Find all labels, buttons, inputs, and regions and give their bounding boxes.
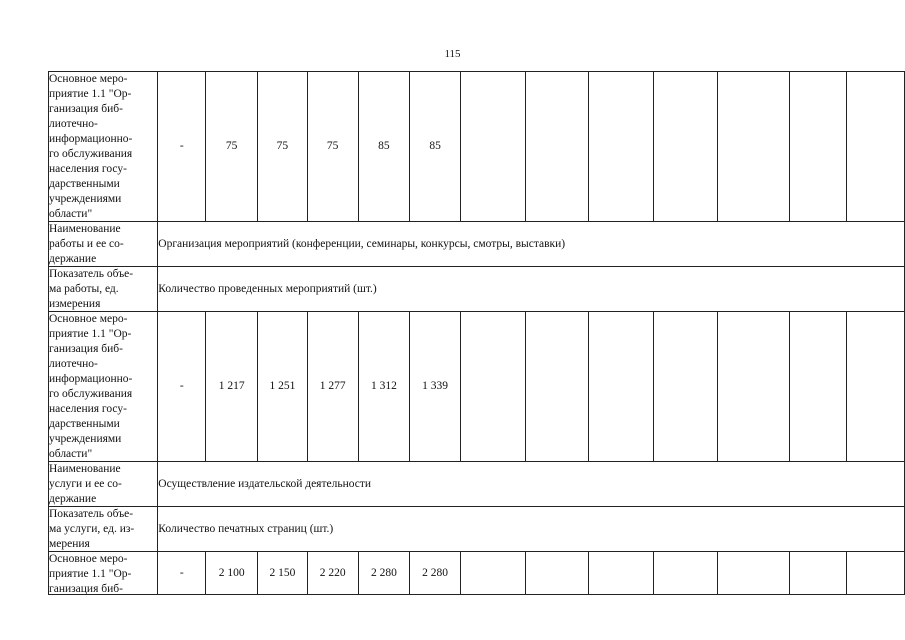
value-cell: 1 277: [307, 312, 358, 462]
row-label: [49, 552, 158, 595]
value-cell: 1 339: [410, 312, 461, 462]
row-label-line: Основное меро-: [49, 73, 128, 85]
row-description: Количество печатных страниц (шт.): [158, 507, 905, 552]
row-label-line: лиотечно-: [49, 118, 98, 130]
value-cell: -: [158, 312, 206, 462]
row-label: [49, 462, 158, 507]
page-number: 115: [444, 48, 461, 60]
value-cell: -: [158, 72, 206, 222]
value-cell: 75: [307, 72, 358, 222]
row-label-line: области": [49, 448, 93, 460]
value-cell: [789, 552, 846, 595]
row-label-line: учреждениями: [49, 193, 122, 205]
value-cell: 85: [358, 72, 410, 222]
row-description: Осуществление издательской деятельности: [158, 462, 905, 507]
value-cell: [525, 72, 589, 222]
row-label-line: Наименование: [49, 223, 121, 235]
value-cell: [846, 72, 904, 222]
value-cell: [589, 72, 654, 222]
value-cell: 2 150: [257, 552, 307, 595]
row-label-line: Показатель объе-: [49, 508, 134, 520]
row-label-line: ганизация биб-: [49, 343, 123, 355]
row-label-line: области": [49, 208, 93, 220]
value-cell: 1 217: [206, 312, 258, 462]
row-label-line: го обслуживания: [49, 148, 133, 160]
library-info-values-row: [49, 72, 905, 222]
service-name-row: [49, 462, 905, 507]
value-cell: [460, 552, 525, 595]
value-cell: [789, 72, 846, 222]
row-label-line: держание: [49, 253, 97, 265]
value-cell: 2 280: [358, 552, 410, 595]
row-label-line: ганизация биб-: [49, 583, 123, 594]
value-cell: 2 280: [410, 552, 461, 595]
value-cell: 75: [206, 72, 258, 222]
row-label-line: мерения: [49, 538, 90, 550]
value-cell: [846, 552, 904, 595]
value-cell: [525, 552, 589, 595]
row-label-line: держание: [49, 493, 97, 505]
value-cell: [718, 72, 789, 222]
indicator-table: [48, 71, 905, 595]
value-cell: [653, 72, 718, 222]
value-cell: 2 220: [307, 552, 358, 595]
value-cell: [525, 312, 589, 462]
value-cell: [718, 312, 789, 462]
row-label-line: го обслуживания: [49, 388, 133, 400]
row-label-line: работы и ее со-: [49, 238, 124, 250]
row-label: [49, 312, 158, 462]
value-cell: 2 100: [206, 552, 258, 595]
value-cell: 75: [257, 72, 307, 222]
row-label-line: населения госу-: [49, 163, 127, 175]
row-label-line: лиотечно-: [49, 358, 98, 370]
row-label-line: населения госу-: [49, 403, 127, 415]
row-label: [49, 222, 158, 267]
value-cell: [460, 72, 525, 222]
row-label-line: дарственными: [49, 418, 120, 430]
row-label: [49, 507, 158, 552]
value-cell: [718, 552, 789, 595]
value-cell: 85: [410, 72, 461, 222]
row-label-line: учреждениями: [49, 433, 122, 445]
row-description: Организация мероприятий (конференции, семинары, конкурсы, смотры, выставки): [158, 222, 905, 267]
row-label-line: Наименование: [49, 463, 121, 475]
row-label-line: дарственными: [49, 178, 120, 190]
row-label-line: измерения: [49, 298, 101, 310]
row-description: Количество проведенных мероприятий (шт.): [158, 267, 905, 312]
value-cell: [460, 312, 525, 462]
row-label-line: ма работы, ед.: [49, 283, 119, 295]
row-label-line: Основное меро-: [49, 553, 128, 565]
row-label-line: информационно-: [49, 373, 133, 385]
row-label-line: Показатель объе-: [49, 268, 134, 280]
row-label: [49, 72, 158, 222]
events-count-values-row: [49, 312, 905, 462]
row-label-line: ганизация биб-: [49, 103, 123, 115]
row-label-line: информационно-: [49, 133, 133, 145]
value-cell: -: [158, 552, 206, 595]
value-cell: 1 251: [257, 312, 307, 462]
printed-pages-values-row: [49, 552, 905, 595]
row-label-line: приятие 1.1 "Ор-: [49, 568, 132, 580]
row-label-line: ма услуги, ед. из-: [49, 523, 135, 535]
row-label-line: услуги и ее со-: [49, 478, 122, 490]
value-cell: 1 312: [358, 312, 410, 462]
work-indicator-row: [49, 267, 905, 312]
row-label-line: приятие 1.1 "Ор-: [49, 88, 132, 100]
value-cell: [653, 312, 718, 462]
work-name-row: [49, 222, 905, 267]
row-label-line: Основное меро-: [49, 313, 128, 325]
value-cell: [789, 312, 846, 462]
row-label: [49, 267, 158, 312]
value-cell: [589, 552, 654, 595]
value-cell: [653, 552, 718, 595]
service-indicator-row: [49, 507, 905, 552]
value-cell: [589, 312, 654, 462]
value-cell: [846, 312, 904, 462]
row-label-line: приятие 1.1 "Ор-: [49, 328, 132, 340]
